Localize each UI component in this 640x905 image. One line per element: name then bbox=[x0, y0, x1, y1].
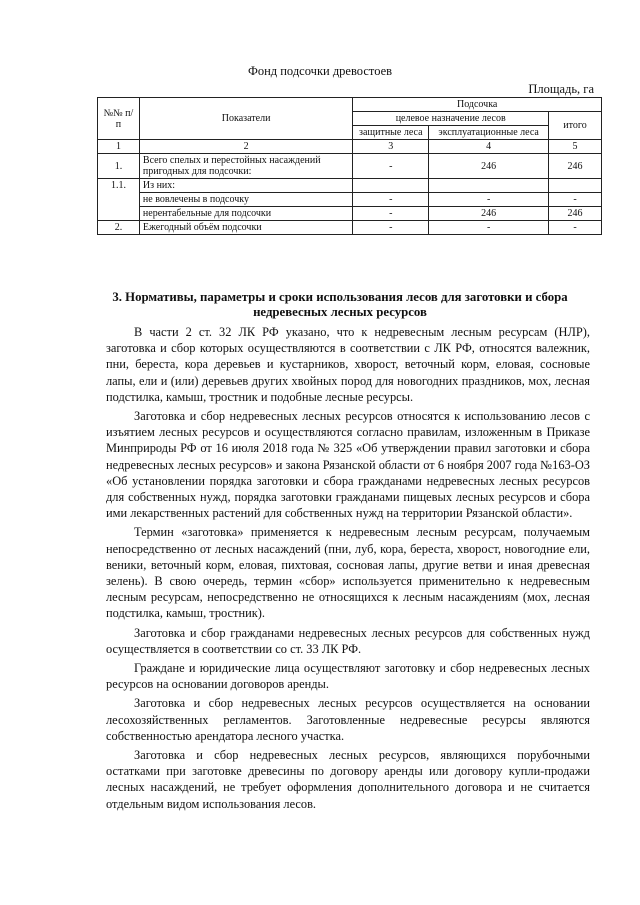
header-num: №№ п/п bbox=[98, 98, 140, 140]
table-index-row bbox=[98, 140, 602, 154]
header-protective: защитные леса bbox=[353, 126, 429, 140]
section-title: 3. Нормативы, параметры и сроки использования лесов для заготовки и сбора недревесных лесных ресурсов bbox=[112, 290, 568, 319]
paragraph: Граждане и юридические лица осуществляют заготовку и сбор недревесных лесных ресурсов на основании договоров аренды. bbox=[106, 661, 590, 692]
row-indicator: не вовлечены в подсочку bbox=[139, 193, 352, 207]
paragraph: Заготовка и сбор недревесных лесных ресурсов, являющихся порубочными остатками при заготовке древесины по договору аренды или договору купли-продажи лесных насаждений, не требует оформления дополнительного договора и не считается отдельным видом использования лесов. bbox=[106, 748, 590, 811]
table-header-row bbox=[98, 98, 602, 112]
row-total bbox=[549, 179, 602, 193]
index-cell: 4 bbox=[429, 140, 549, 154]
header-purpose: целевое назначение лесов bbox=[353, 112, 549, 126]
row-total: - bbox=[549, 193, 602, 207]
row-num: 1.1. bbox=[98, 179, 140, 221]
row-exploitation: - bbox=[429, 221, 549, 235]
header-indicator: Показатели bbox=[139, 98, 352, 140]
table-title: Фонд подсочки древостоев bbox=[247, 64, 393, 78]
row-total: 246 bbox=[549, 207, 602, 221]
paragraph: Термин «заготовка» применяется к недревесным лесным ресурсам, получаемым непосредственно от лесных насаждений (пни, луб, кора, береста, хворост, новогодние ели, веники, веточный корм, еловая, пихтовая, сосновая лапы, другие ветви и иная древесная зелень). В свою очередь, термин «сбор» используется применительно к недревесным лесным ресурсам, непосредственно не относящихся к лесным насаждениям (мох, лесная подстилка, камыш, тростник). bbox=[106, 525, 590, 621]
row-indicator: нерентабельные для подсочки bbox=[139, 207, 352, 221]
index-cell: 2 bbox=[139, 140, 352, 154]
row-protective: - bbox=[353, 207, 429, 221]
paragraph: В части 2 ст. 32 ЛК РФ указано, что к недревесным лесным ресурсам (НЛР), заготовка и сбор которых осуществляются в соответствии с ЛК РФ, относятся валежник, пни, береста, кора деревьев и кустарников, хворост, веточный корм, еловая, сосновые лапы, ели и (или) деревьев других хвойных пород для новогодних праздников, мох, лесная подстилка, камыш, тростник и подобные лесные ресурсы. bbox=[106, 325, 590, 404]
row-protective bbox=[353, 179, 429, 193]
row-exploitation bbox=[429, 179, 549, 193]
row-exploitation: 246 bbox=[429, 154, 549, 179]
table-row bbox=[98, 207, 602, 221]
paragraph: Заготовка и сбор недревесных лесных ресурсов осуществляется на основании лесохозяйственных регламентов. Заготовленные недревесные ресурсы являются собственностью арендатора лесного участка. bbox=[106, 696, 590, 743]
index-cell: 1 bbox=[98, 140, 140, 154]
row-exploitation: 246 bbox=[429, 207, 549, 221]
table-row bbox=[98, 179, 602, 193]
table-row bbox=[98, 154, 602, 179]
header-total: итого bbox=[549, 112, 602, 140]
row-indicator: Всего спелых и перестойных насаждений пригодных для подсочки: bbox=[139, 154, 352, 179]
table-row bbox=[98, 193, 602, 207]
section-body bbox=[106, 324, 590, 815]
row-num: 2. bbox=[98, 221, 140, 235]
header-tapping: Подсочка bbox=[353, 98, 602, 112]
row-exploitation: - bbox=[429, 193, 549, 207]
index-cell: 3 bbox=[353, 140, 429, 154]
paragraph: Заготовка и сбор гражданами недревесных лесных ресурсов для собственных нужд осуществляется в соответствии со ст. 33 ЛК РФ. bbox=[106, 625, 590, 656]
index-cell: 5 bbox=[549, 140, 602, 154]
table-row bbox=[98, 221, 602, 235]
unit-label: Площадь, га bbox=[528, 82, 594, 96]
paragraph: Заготовка и сбор недревесных лесных ресурсов относятся к использованию лесов с изъятием лесных ресурсов и осуществляются согласно правилам, изложенным в Приказе Минприроды РФ от 16 июля 2018 года № 325 «Об утверждении правил заготовки и сбора недревесных лесных ресурсов» и закона Рязанской области от 6 ноября 2007 года №163-ОЗ «Об установлении порядка заготовки и сбора гражданами недревесных лесных ресурсов для собственных нужд, порядка заготовки гражданами пищевых лесных ресурсов и сбора ими лекарственных растений для собственных нужд на территории Рязанской области». bbox=[106, 409, 590, 521]
row-num: 1. bbox=[98, 154, 140, 179]
header-exploitation: эксплуатационные леса bbox=[429, 126, 549, 140]
row-protective: - bbox=[353, 221, 429, 235]
row-total: 246 bbox=[549, 154, 602, 179]
row-indicator: Ежегодный объём подсочки bbox=[139, 221, 352, 235]
row-total: - bbox=[549, 221, 602, 235]
row-protective: - bbox=[353, 154, 429, 179]
tapping-fund-table bbox=[97, 97, 602, 235]
row-indicator: Из них: bbox=[139, 179, 352, 193]
row-protective: - bbox=[353, 193, 429, 207]
